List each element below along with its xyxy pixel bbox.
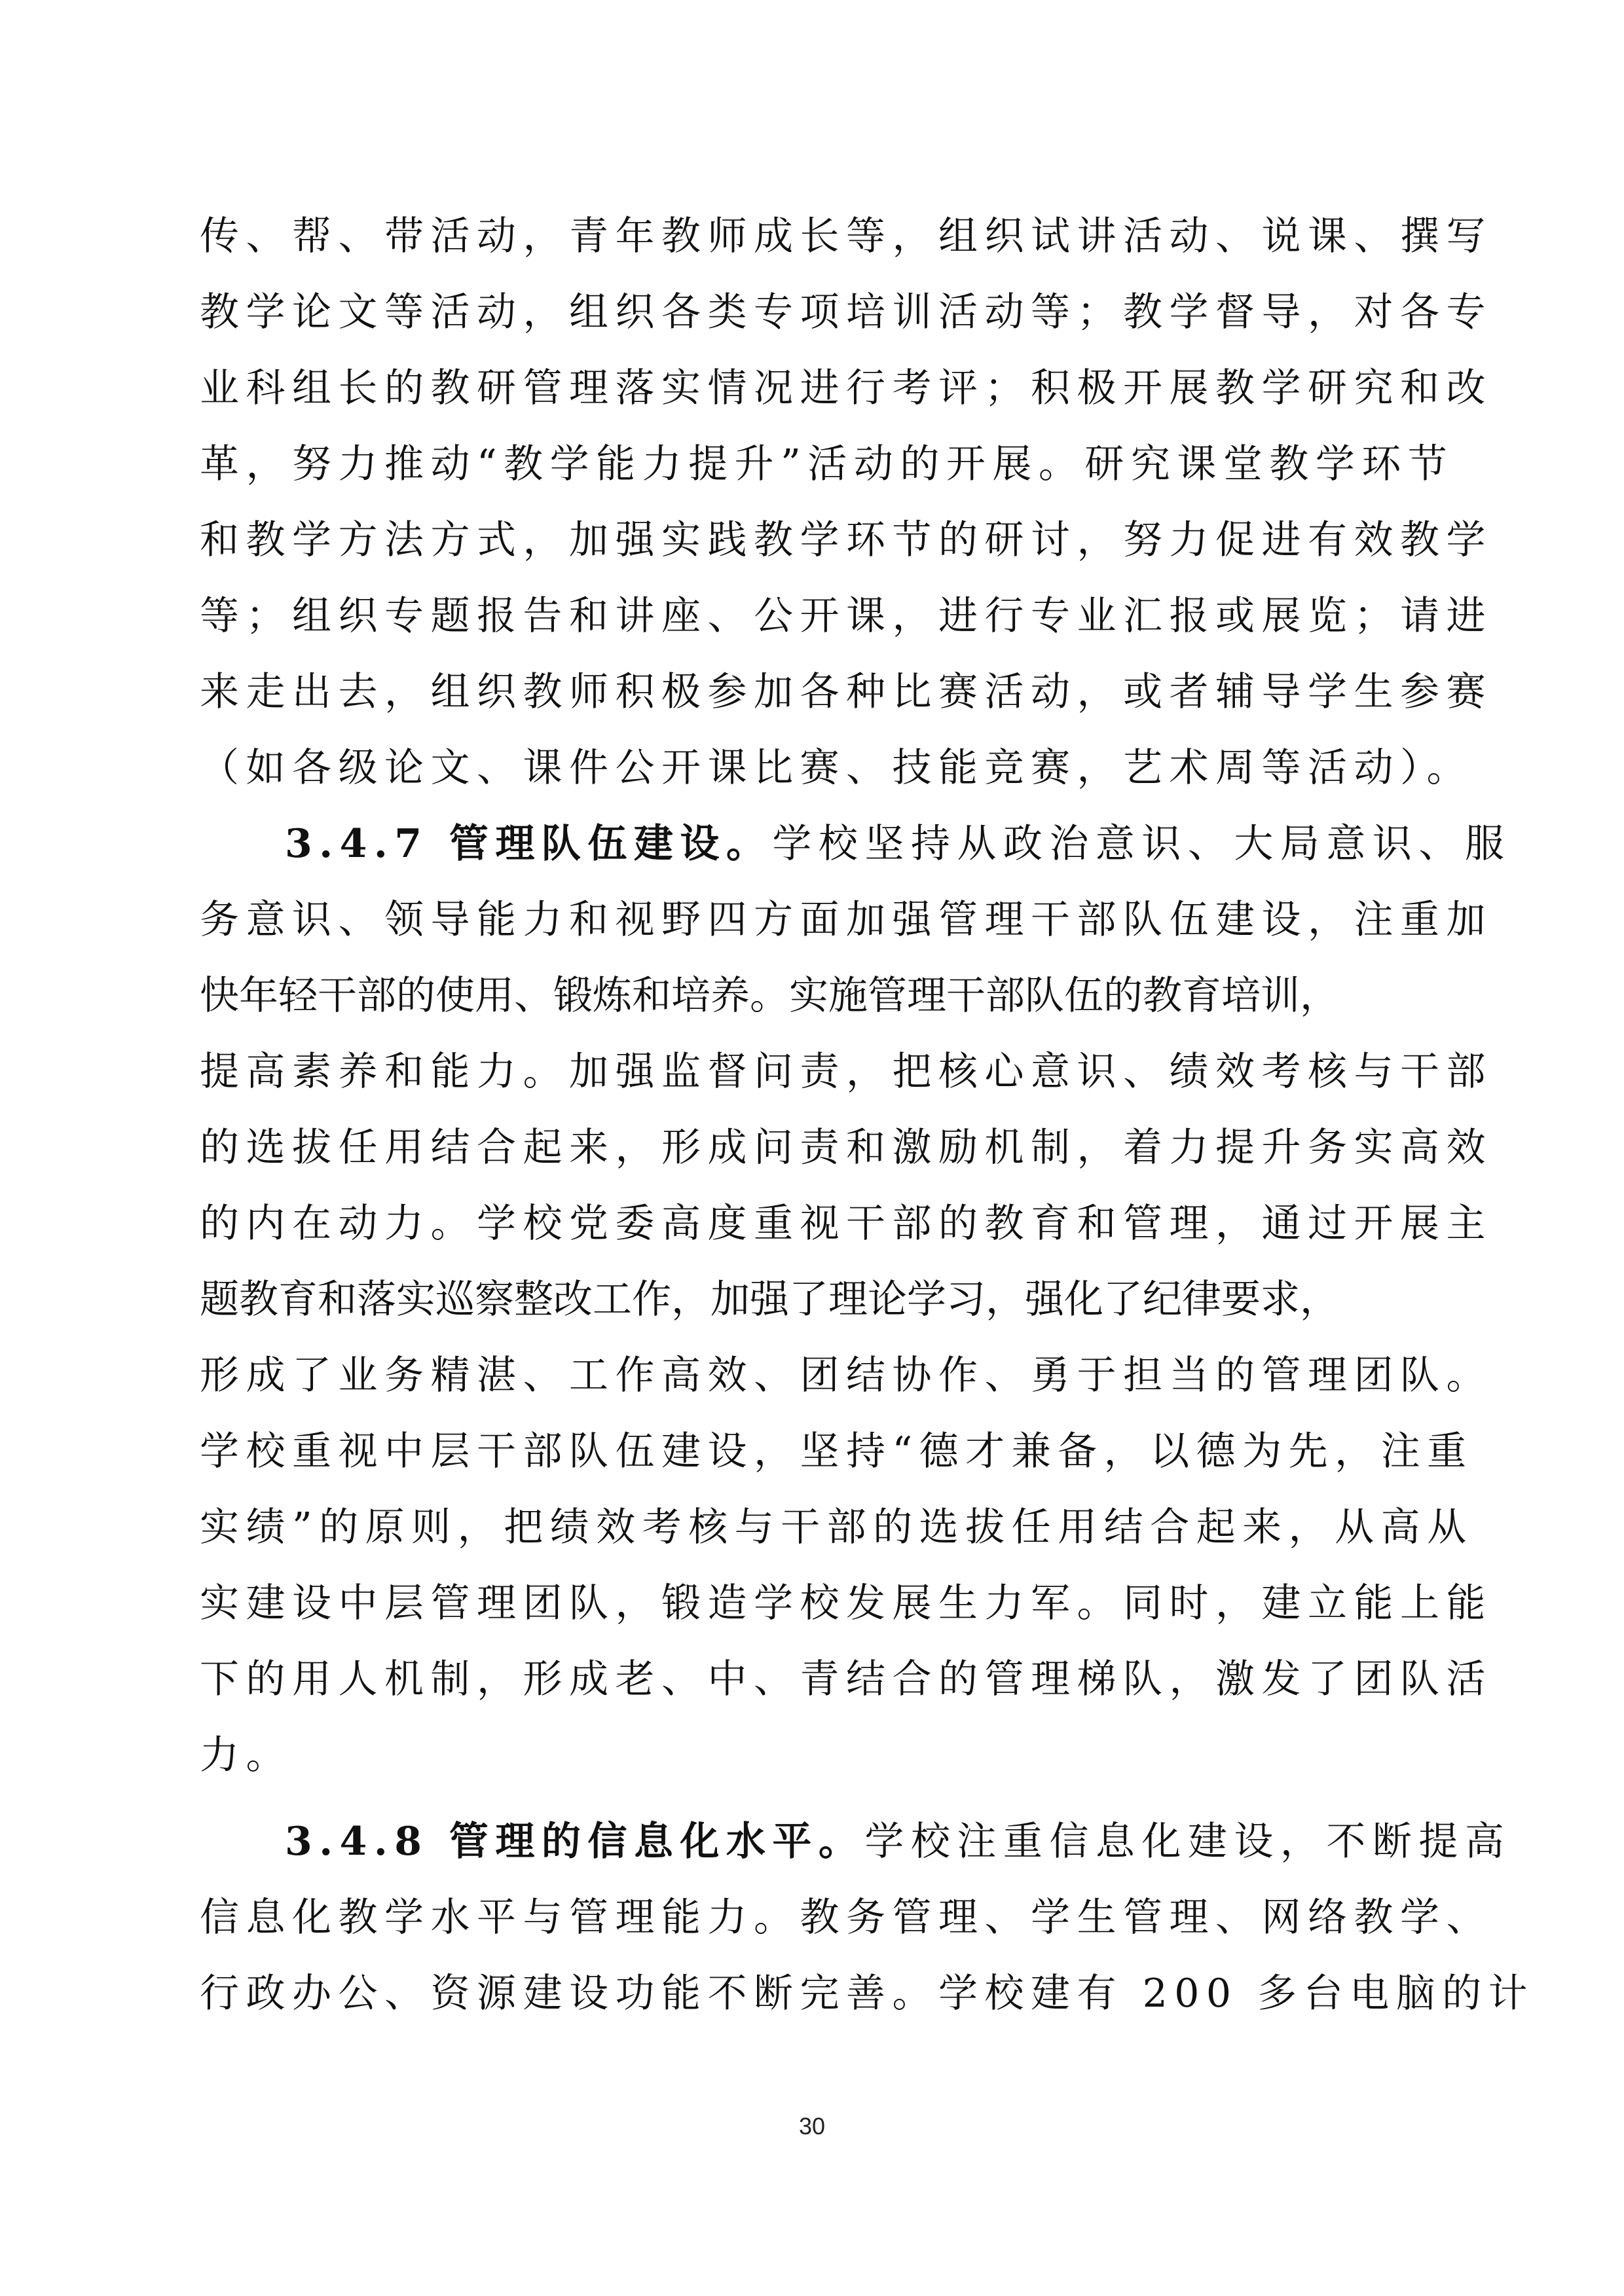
paragraph-line: 革，努力推动“教学能力提升”活动的开展。研究课堂教学环节	[200, 441, 1454, 487]
paragraph-line: 的内在动力。学校党委高度重视干部的教育和管理，通过开展主	[200, 1201, 1492, 1247]
page-number: 30	[798, 2113, 826, 2140]
section-3-4-7-first-line	[285, 818, 1511, 870]
section-heading-3-4-7: 3.4.7 管理队伍建设。	[285, 821, 773, 867]
paragraph-line: 业科组长的教研管理落实情况进行考评；积极开展教学研究和改	[200, 365, 1492, 411]
paragraph-line: 实建设中层管理团队，锻造学校发展生力军。同时，建立能上能	[200, 1580, 1492, 1626]
paragraph-line: 形成了业务精湛、工作高效、团结协作、勇于担当的管理团队。	[200, 1353, 1492, 1398]
paragraph-line: 务意识、领导能力和视野四方面加强管理干部队伍建设，注重加	[200, 897, 1492, 943]
paragraph-line: 的选拔任用结合起来，形成问责和激励机制，着力提升务实高效	[200, 1125, 1492, 1171]
paragraph-line: 学校重视中层干部队伍建设，坚持“德才兼备，以德为先，注重	[200, 1429, 1473, 1474]
paragraph-line: 实绩”的原则，把绩效考核与干部的选拔任用结合起来，从高从	[200, 1504, 1473, 1550]
paragraph-line: 快年轻干部的使用、锻炼和培养。实施管理干部队伍的教育培训，	[200, 973, 1339, 1019]
paragraph-line: 下的用人机制，形成老、中、青结合的管理梯队，激发了团队活	[200, 1656, 1492, 1702]
paragraph-line: 信息化教学水平与管理能力。教务管理、学生管理、网络教学、	[200, 1895, 1492, 1941]
paragraph-line: 和教学方法方式，加强实践教学环节的研讨，努力促进有效教学	[200, 517, 1492, 563]
paragraph-line: 教学论文等活动，组织各类专项培训活动等；教学督导，对各专	[200, 289, 1492, 335]
paragraph-line: 提高素养和能力。加强监督问责，把核心意识、绩效考核与干部	[200, 1049, 1492, 1095]
paragraph-line: 来走出去，组织教师积极参加各种比赛活动，或者辅导学生参赛	[200, 669, 1492, 715]
paragraph-text: 学校注重信息化建设，不断提高	[864, 1819, 1511, 1865]
paragraph-line: 传、帮、带活动，青年教师成长等，组织试讲活动、说课、撰写	[200, 213, 1492, 259]
section-3-4-8-first-line	[285, 1815, 1511, 1868]
paragraph-line: 行政办公、资源建设功能不断完善。学校建有 200 多台电脑的计	[200, 1971, 1535, 2016]
paragraph-line: 等；组织专题报告和讲座、公开课，进行专业汇报或展览；请进	[200, 593, 1492, 639]
paragraph-line: 力。	[200, 1732, 292, 1778]
paragraph-text: 学校坚持从政治意识、大局意识、服	[772, 821, 1511, 867]
paragraph-line: （如各级论文、课件公开课比赛、技能竞赛，艺术周等活动）。	[200, 745, 1473, 791]
paragraph-line: 题教育和落实巡察整改工作，加强了理论学习，强化了纪律要求，	[200, 1277, 1339, 1322]
section-heading-3-4-8: 3.4.8 管理的信息化水平。	[285, 1819, 865, 1865]
